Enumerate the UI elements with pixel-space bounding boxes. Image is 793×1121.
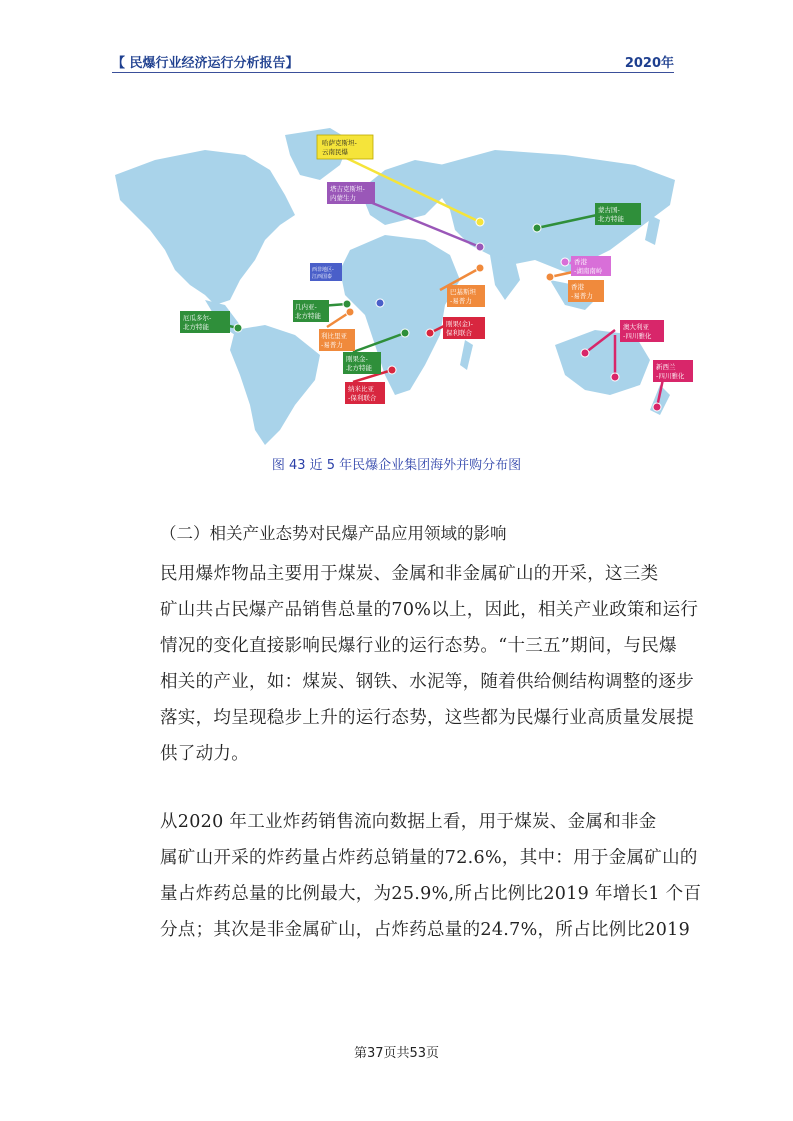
- label-mongolia: [595, 203, 641, 225]
- paragraph-2: [160, 804, 730, 948]
- svg-text:北方特能: 北方特能: [295, 312, 321, 320]
- svg-text:香港: 香港: [574, 258, 587, 266]
- svg-text:利比里亚: 利比里亚: [321, 332, 347, 340]
- label-ecuador: [180, 311, 230, 333]
- north-america: [115, 150, 295, 305]
- page-header: [112, 50, 674, 73]
- svg-text:哈萨克斯坦-: 哈萨克斯坦-: [322, 139, 357, 147]
- label-guinea: [293, 300, 329, 322]
- svg-text:厄瓜多尔-: 厄瓜多尔-: [183, 314, 212, 322]
- svg-text:塔吉克斯坦-: 塔吉克斯坦-: [330, 185, 365, 193]
- paragraph-line: 情况的变化直接影响民爆行业的运行态势。“十三五”期间，与民爆: [160, 636, 677, 656]
- svg-text:-易普力: -易普力: [571, 292, 593, 300]
- paragraph-line: 民用爆炸物品主要用于煤炭、金属和非金属矿山的开采，这三类: [160, 564, 659, 584]
- label-namibia: [345, 382, 385, 404]
- svg-text:纳米比亚: 纳米比亚: [348, 385, 374, 393]
- label-liberia: [319, 329, 355, 351]
- paragraph-line: 供了动力。: [160, 744, 249, 764]
- report-year: 2020年: [624, 56, 674, 71]
- svg-text:香港: 香港: [571, 283, 584, 291]
- svg-text:江西国泰: 江西国泰: [312, 274, 333, 280]
- svg-text:刚果金-: 刚果金-: [346, 355, 368, 363]
- label-kazakhstan: [317, 135, 373, 159]
- svg-text:北方特能: 北方特能: [346, 364, 372, 372]
- svg-text:新西兰: 新西兰: [656, 363, 676, 371]
- report-title: 【 民爆行业经济运行分析报告】: [112, 56, 299, 71]
- svg-text:澳大利亚: 澳大利亚: [623, 323, 649, 331]
- paragraph-line: 属矿山开采的炸药量占炸药总销量的72.6%，其中：用于金属矿山的: [160, 848, 698, 868]
- label-west-africa: [310, 263, 342, 281]
- svg-text:-四川雅化: -四川雅化: [623, 332, 652, 340]
- svg-text:内蒙生力: 内蒙生力: [330, 194, 356, 202]
- paragraph-line: 量占炸药总量的比例最大，为25.9%,所占比例比2019 年增长1 个百: [160, 884, 702, 904]
- label-australia: [620, 320, 664, 342]
- page-number: 第37页共53页: [353, 1046, 440, 1061]
- label-drc-north: [343, 352, 381, 374]
- svg-text:刚果(金)-: 刚果(金)-: [446, 320, 473, 328]
- label-hk-yipuli: [568, 280, 604, 302]
- svg-text:西非地区-: 西非地区-: [312, 267, 334, 273]
- section-title: （二）相关产业态势对民爆产品应用领域的影响: [160, 524, 507, 543]
- svg-text:巴基斯坦: 巴基斯坦: [450, 288, 476, 296]
- paragraph-line: 相关的产业，如：煤炭、钢铁、水泥等，随着供给侧结构调整的逐步: [160, 672, 694, 692]
- svg-text:-四川雅化: -四川雅化: [656, 372, 685, 380]
- svg-text:-保利联合: -保利联合: [348, 394, 377, 402]
- label-hk-nanling: [571, 256, 611, 276]
- world-map: [95, 120, 695, 450]
- svg-text:-易普力: -易普力: [321, 341, 343, 349]
- label-new-zealand: [653, 360, 693, 382]
- paragraph-line: 落实，均呈现稳步上升的运行态势，这些都为民爆行业高质量发展提: [160, 708, 694, 728]
- label-pakistan: [447, 285, 485, 307]
- svg-text:北方特能: 北方特能: [183, 323, 209, 331]
- paragraph-line: 矿山共占民爆产品销售总量的70%以上，因此，相关产业政策和运行: [160, 600, 699, 620]
- paragraph-1: [160, 556, 730, 772]
- svg-text:云南民爆: 云南民爆: [322, 148, 348, 156]
- svg-text:-湖南南岭: -湖南南岭: [574, 267, 603, 275]
- svg-text:-易普力: -易普力: [450, 297, 472, 305]
- label-drc-poly: [443, 317, 485, 339]
- svg-text:几内亚-: 几内亚-: [295, 303, 317, 311]
- svg-text:蒙古国-: 蒙古国-: [598, 206, 620, 214]
- svg-text:北方特能: 北方特能: [598, 215, 624, 223]
- paragraph-line: 分点；其次是非金属矿山，占炸药总量的24.7%，所占比例比2019: [160, 920, 691, 940]
- label-tajikistan: [327, 182, 375, 204]
- figure-caption: 图 43 近 5 年民爆企业集团海外并购分布图: [271, 458, 522, 473]
- south-america: [230, 325, 320, 445]
- paragraph-line: 从2020 年工业炸药销售流向数据上看，用于煤炭、金属和非金: [160, 812, 657, 832]
- svg-text:保利联合: 保利联合: [446, 329, 472, 337]
- madagascar: [460, 340, 473, 370]
